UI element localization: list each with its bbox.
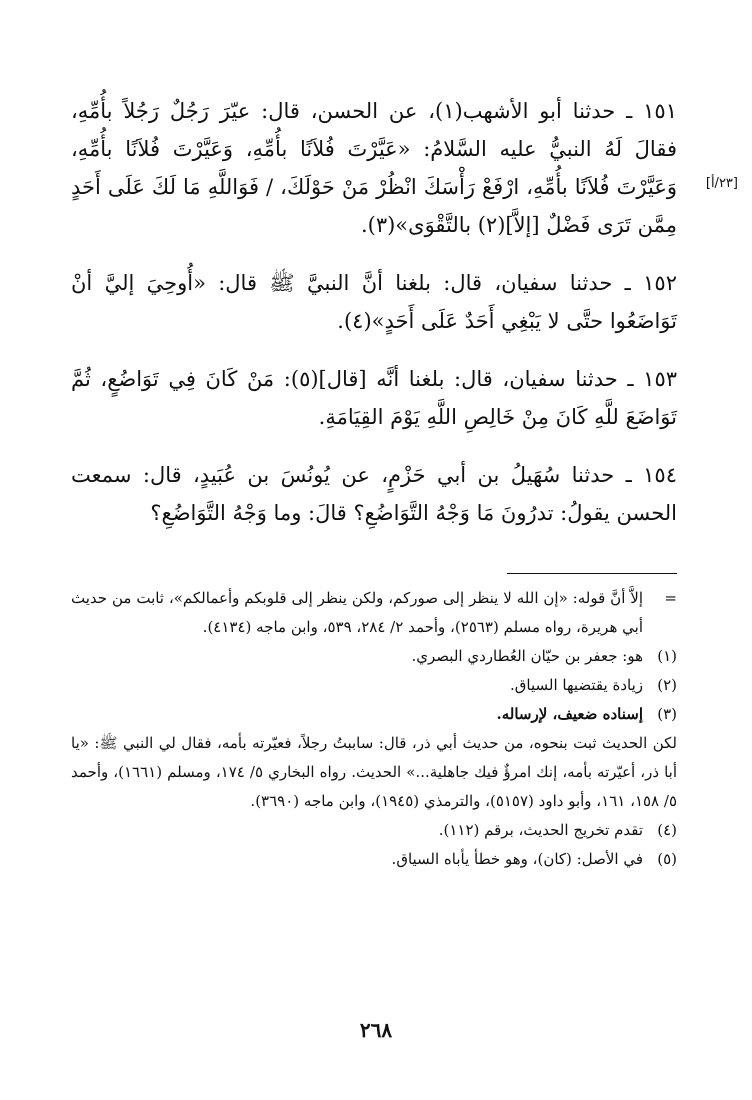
hadith-151: ١٥١ ـ حدثنا أبو الأشهب(١)، عن الحسن، قال: عيّرَ رَجُلٌ رَجُلاً بأُمِّهِ، فقالَ لَهُ النبيُّ عليه السَّلامُ: «عَيَّرْتَ فُلاَنًا بأُمِّهِ، وَعَيَّرْتَ فُلاَنًا بأُمِّهِ، وَعَيَّرْتَ فُلاَنًا بأُمِّهِ، ارْفَعْ رَأْسَكَ انْظُرْ مَنْ حَوْلَكَ، / فَوَاللَّهِ مَا لَكَ عَلَى أَحَدٍ مِمَّن تَرَى فَضْلٌ [إلاَّ](٢) بالتَّقْوَى»(٣). [71, 99, 677, 237]
footnote-3-continuation [71, 729, 677, 816]
footnote-4 [71, 816, 677, 845]
page-number: ٢٦٨ [359, 1018, 393, 1042]
hadith-153: ١٥٣ ـ حدثنا سفيان، قال: بلغنا أنَّه [قال](٥): مَنْ كَانَ فِي تَوَاضُعٍ، ثُمَّ تَوَاضَعَ للَّهِ كَانَ مِنْ خَالِصِ اللَّهِ يَوْمَ القِيَامَةِ. [71, 367, 678, 429]
footnote-number: (٢) [657, 676, 677, 694]
footnote-1 [71, 642, 677, 671]
footnote-number: (٣) [657, 705, 677, 723]
footnote-text: هو: جعفر بن حيّان العُطاردي البصري. [411, 647, 643, 665]
footnote-text: زيادة يقتضيها السياق. [510, 676, 643, 694]
footnote-5 [71, 845, 677, 874]
manuscript-folio-reference: [٢٣/أ] [705, 176, 738, 191]
footnote-number: (٤) [657, 821, 677, 839]
footnote-3 [71, 700, 677, 729]
footnote-number: (٥) [657, 850, 677, 868]
main-text [71, 92, 677, 552]
continuation-mark: = [664, 589, 677, 607]
hadith-154: ١٥٤ ـ حدثنا سُهَيلُ بن أبي حَزْمٍ، عن يُونُسَ بن عُبَيدٍ، قال: سمعت الحسن يقولُ: تدرُونَ مَا وَجْهُ التَّوَاضُعِ؟ قالَ: وما وَجْهُ التَّوَاضُعِ؟ [71, 463, 677, 525]
footnotes [71, 584, 677, 874]
footnote-number: (١) [657, 647, 677, 665]
footnote-text: في الأصل: (كان)، وهو خطأ يأباه السياق. [391, 850, 643, 868]
footnote-text: لكن الحديث ثبت بنحوه، من حديث أبي ذر، قال: ساببتُ رجلاً، فعيّرته بأمه، فقال لي النبي ﷺ: «يا أبا ذر، أعيّرته بأمه، إنك امرؤٌ فيك جاهلية...» الحديث. رواه البخاري ٥/ ١٧٤، ومسلم (١٦٦١)، وأحمد ٥/ ١٥٨، ١٦١، وأبو داود (٥١٥٧)، والترمذي (١٩٤٥)، وابن ماجه (٣٦٩٠). [71, 734, 677, 810]
hadith-152: ١٥٢ ـ حدثنا سفيان، قال: بلغنا أنَّ النبيَّ ﷺ قال: «أُوحِيَ إليَّ أنْ تَوَاضَعُوا حتَّى لا يَبْغِي أَحَدٌ عَلَى أَحَدٍ»(٤). [71, 271, 677, 333]
footnote-text: تقدم تخريج الحديث، برقم (١١٢). [438, 821, 643, 839]
footnote-separator [507, 573, 677, 574]
footnote-continuation [71, 584, 677, 642]
footnote-2 [71, 671, 677, 700]
footnote-continuation-text: إلاَّ أنَّ قوله: «إن الله لا ينظر إلى صوركم، ولكن ينظر إلى قلوبكم وأعمالكم»، ثابت من حديث أبي هريرة، رواه مسلم (٢٥٦٣)، وأحمد ٢/ ٢٨٤، ٥٣٩، وابن ماجه (٤١٣٤). [71, 589, 643, 636]
footnote-text: إسناده ضعيف، لإرساله. [496, 705, 643, 723]
